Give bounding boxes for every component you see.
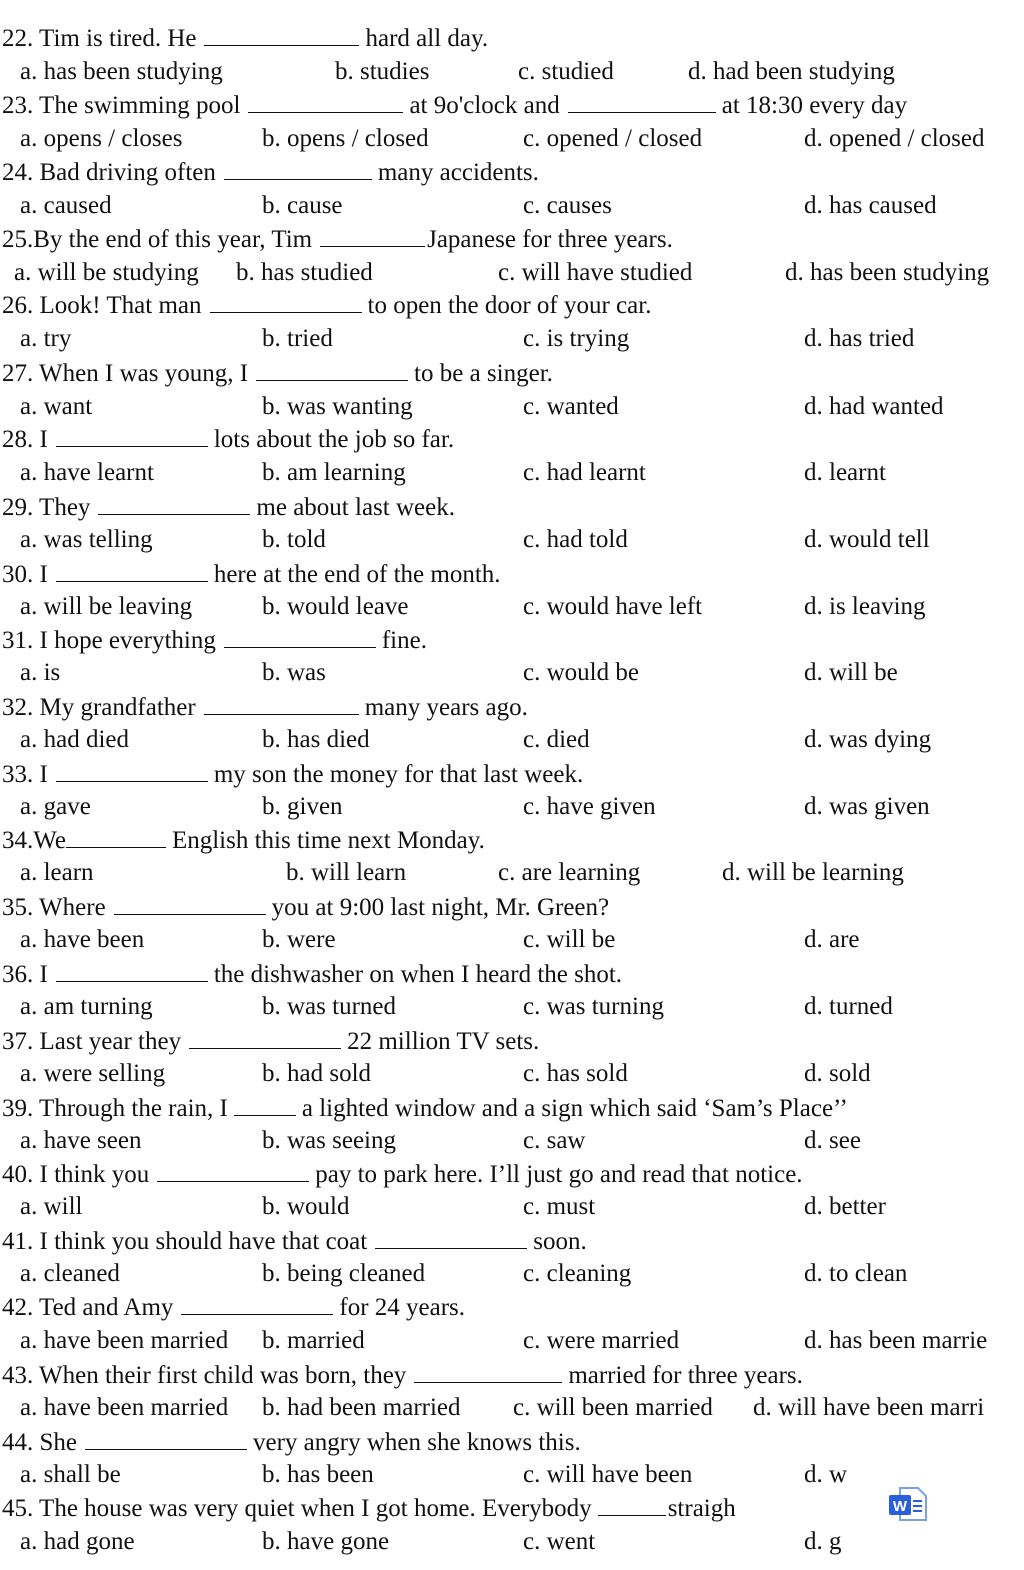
question-41: 41. I think you should have that coat soon. — [2, 1224, 1024, 1258]
answer-blank — [256, 356, 408, 381]
option-a: a. will be studying — [14, 259, 199, 286]
option-c: c. would have left — [523, 593, 703, 620]
answer-blank — [66, 823, 166, 848]
option-d: d. will be — [804, 659, 898, 686]
question-36: 36. I the dishwasher on when I heard the shot. — [2, 957, 1024, 991]
answer-blank — [320, 222, 425, 247]
option-d: d. better — [804, 1193, 886, 1220]
options-32 — [0, 723, 1024, 757]
option-b: b. was wanting — [262, 393, 413, 420]
answer-blank — [56, 422, 208, 447]
option-a: a. try — [20, 325, 72, 352]
option-d: d. has been studying — [785, 259, 990, 286]
option-d: d. sold — [804, 1060, 871, 1087]
options-37 — [0, 1057, 1024, 1091]
option-b: b. was — [262, 659, 326, 686]
question-27: 27. When I was young, I to be a singer. — [2, 356, 1024, 390]
option-a: a. have been — [20, 926, 145, 953]
option-d: d. are — [804, 926, 860, 953]
option-b: b. have gone — [262, 1528, 390, 1555]
option-d: d. would tell — [804, 526, 930, 553]
question-22: 22. Tim is tired. He hard all day. — [2, 21, 1024, 55]
option-c: c. had learnt — [523, 459, 646, 486]
option-b: b. was turned — [262, 993, 396, 1020]
question-34: 34.We English this time next Monday. — [2, 823, 1024, 857]
question-26: 26. Look! That man to open the door of your car. — [2, 288, 1024, 322]
answer-blank — [210, 288, 362, 313]
option-b: b. given — [262, 793, 343, 820]
question-37: 37. Last year they 22 million TV sets. — [2, 1024, 1024, 1058]
option-d: d. turned — [804, 993, 893, 1020]
option-b: b. was seeing — [262, 1127, 396, 1154]
word-document-icon-graphic — [886, 1482, 930, 1526]
question-29: 29. They me about last week. — [2, 490, 1024, 524]
question-23: 23. The swimming pool at 9o'clock and at 18:30 every day — [2, 88, 1024, 122]
option-a: a. will — [20, 1193, 83, 1220]
question-32: 32. My grandfather many years ago. — [2, 690, 1024, 724]
answer-blank — [204, 690, 359, 715]
options-45 — [0, 1525, 1024, 1559]
answer-blank — [568, 88, 716, 113]
option-b: b. were — [262, 926, 336, 953]
question-24: 24. Bad driving often many accidents. — [2, 155, 1024, 189]
option-c: c. was turning — [523, 993, 664, 1020]
question-31: 31. I hope everything fine. — [2, 623, 1024, 657]
option-b: b. has died — [262, 726, 370, 753]
options-43 — [0, 1391, 1024, 1425]
option-c: c. must — [523, 1193, 596, 1220]
options-23 — [0, 122, 1024, 156]
options-22 — [0, 55, 1024, 89]
answer-blank — [224, 155, 372, 180]
option-d: d. was given — [804, 793, 930, 820]
option-a: a. learn — [20, 859, 94, 886]
option-d: d. will be learning — [722, 859, 904, 886]
answer-blank — [189, 1024, 341, 1049]
option-a: a. has been studying — [20, 58, 223, 85]
question-25: 25.By the end of this year, Tim Japanese for three years. — [2, 222, 1024, 256]
option-d: d. will have been marri — [753, 1394, 985, 1421]
word-document-icon[interactable] — [886, 1482, 930, 1526]
answer-blank — [234, 1091, 296, 1116]
option-b: b. married — [262, 1327, 365, 1354]
option-d: d. has caused — [804, 192, 937, 219]
options-27 — [0, 390, 1024, 424]
answer-blank — [224, 623, 376, 648]
answer-blank — [375, 1224, 527, 1249]
option-b: b. would — [262, 1193, 350, 1220]
option-a: a. have seen — [20, 1127, 142, 1154]
option-a: a. will be leaving — [20, 593, 193, 620]
option-b: b. tried — [262, 325, 333, 352]
option-c: c. have given — [523, 793, 656, 820]
option-a: a. gave — [20, 793, 91, 820]
option-a: a. cleaned — [20, 1260, 120, 1287]
question-33: 33. I my son the money for that last week. — [2, 757, 1024, 791]
question-44: 44. She very angry when she knows this. — [2, 1425, 1024, 1459]
option-c: c. were married — [523, 1327, 680, 1354]
options-28 — [0, 456, 1024, 490]
answer-blank — [85, 1425, 247, 1450]
option-a: a. have been married — [20, 1394, 229, 1421]
options-40 — [0, 1190, 1024, 1224]
option-b: b. has studied — [236, 259, 373, 286]
option-b: b. told — [262, 526, 326, 553]
answer-blank — [204, 21, 359, 46]
option-d: d. to clean — [804, 1260, 908, 1287]
answer-blank — [56, 957, 208, 982]
options-36 — [0, 990, 1024, 1024]
question-39: 39. Through the rain, I a lighted window and a sign which said ‘Sam’s Place’’ — [2, 1091, 1024, 1125]
option-a: a. have been married — [20, 1327, 229, 1354]
option-c: c. opened / closed — [523, 125, 703, 152]
option-d: d. has been marrie — [804, 1327, 988, 1354]
option-d: d. see — [804, 1127, 861, 1154]
answer-blank — [98, 490, 250, 515]
option-d: d. w — [804, 1461, 848, 1488]
option-b: b. will learn — [286, 859, 407, 886]
option-c: c. wanted — [523, 393, 619, 420]
option-d: d. had been studying — [688, 58, 895, 85]
option-a: a. was telling — [20, 526, 153, 553]
options-35 — [0, 923, 1024, 957]
option-a: a. had gone — [20, 1528, 135, 1555]
question-30: 30. I here at the end of the month. — [2, 557, 1024, 591]
options-33 — [0, 790, 1024, 824]
options-25 — [0, 256, 1024, 290]
option-c: c. will have studied — [498, 259, 693, 286]
option-a: a. shall be — [20, 1461, 121, 1488]
options-39 — [0, 1124, 1024, 1158]
option-d: d. is leaving — [804, 593, 926, 620]
option-b: b. being cleaned — [262, 1260, 426, 1287]
word-icon-letter: W — [892, 1498, 908, 1515]
option-b: b. am learning — [262, 459, 406, 486]
option-a: a. had died — [20, 726, 129, 753]
answer-blank — [414, 1358, 562, 1383]
question-45: 45. The house was very quiet when I got home. Everybody straigh — [2, 1491, 1024, 1525]
answer-blank — [114, 890, 266, 915]
options-44 — [0, 1458, 1024, 1492]
option-d: d. has tried — [804, 325, 915, 352]
option-a: a. is — [20, 659, 61, 686]
option-c: c. went — [523, 1528, 596, 1555]
option-c: c. had told — [523, 526, 628, 553]
option-c: c. saw — [523, 1127, 586, 1154]
option-c: c. cleaning — [523, 1260, 632, 1287]
option-c: c. is trying — [523, 325, 630, 352]
question-35: 35. Where you at 9:00 last night, Mr. Green? — [2, 890, 1024, 924]
option-b: b. had been married — [262, 1394, 461, 1421]
option-b: b. had sold — [262, 1060, 372, 1087]
answer-blank — [56, 757, 208, 782]
options-30 — [0, 590, 1024, 624]
option-c: c. are learning — [498, 859, 641, 886]
option-d: d. had wanted — [804, 393, 944, 420]
option-c: c. died — [523, 726, 590, 753]
option-d: d. learnt — [804, 459, 886, 486]
option-c: c. will been married — [513, 1394, 713, 1421]
option-b: b. has been — [262, 1461, 374, 1488]
options-26 — [0, 322, 1024, 356]
options-29 — [0, 523, 1024, 557]
options-34 — [0, 856, 1024, 890]
option-c: c. would be — [523, 659, 639, 686]
question-43: 43. When their first child was born, they married for three years. — [2, 1358, 1024, 1392]
answer-blank — [598, 1491, 666, 1516]
answer-blank — [181, 1290, 333, 1315]
question-40: 40. I think you pay to park here. I’ll just go and read that notice. — [2, 1157, 1024, 1191]
answer-blank — [56, 557, 208, 582]
option-c: c. studied — [518, 58, 614, 85]
option-c: c. has sold — [523, 1060, 628, 1087]
option-a: a. opens / closes — [20, 125, 183, 152]
option-a: a. were selling — [20, 1060, 166, 1087]
option-a: a. have learnt — [20, 459, 154, 486]
question-42: 42. Ted and Amy for 24 years. — [2, 1290, 1024, 1324]
option-c: c. will be — [523, 926, 616, 953]
question-28: 28. I lots about the job so far. — [2, 422, 1024, 456]
options-42 — [0, 1324, 1024, 1358]
option-d: d. g — [804, 1528, 842, 1555]
option-d: d. opened / closed — [804, 125, 985, 152]
options-24 — [0, 189, 1024, 223]
option-d: d. was dying — [804, 726, 932, 753]
option-b: b. would leave — [262, 593, 409, 620]
option-b: b. opens / closed — [262, 125, 429, 152]
options-31 — [0, 656, 1024, 690]
option-a: a. want — [20, 393, 93, 420]
answer-blank — [157, 1157, 309, 1182]
option-b: b. studies — [335, 58, 430, 85]
option-a: a. caused — [20, 192, 112, 219]
option-c: c. causes — [523, 192, 612, 219]
option-b: b. cause — [262, 192, 343, 219]
answer-blank — [248, 88, 403, 113]
options-41 — [0, 1257, 1024, 1291]
option-a: a. am turning — [20, 993, 153, 1020]
option-c: c. will have been — [523, 1461, 693, 1488]
